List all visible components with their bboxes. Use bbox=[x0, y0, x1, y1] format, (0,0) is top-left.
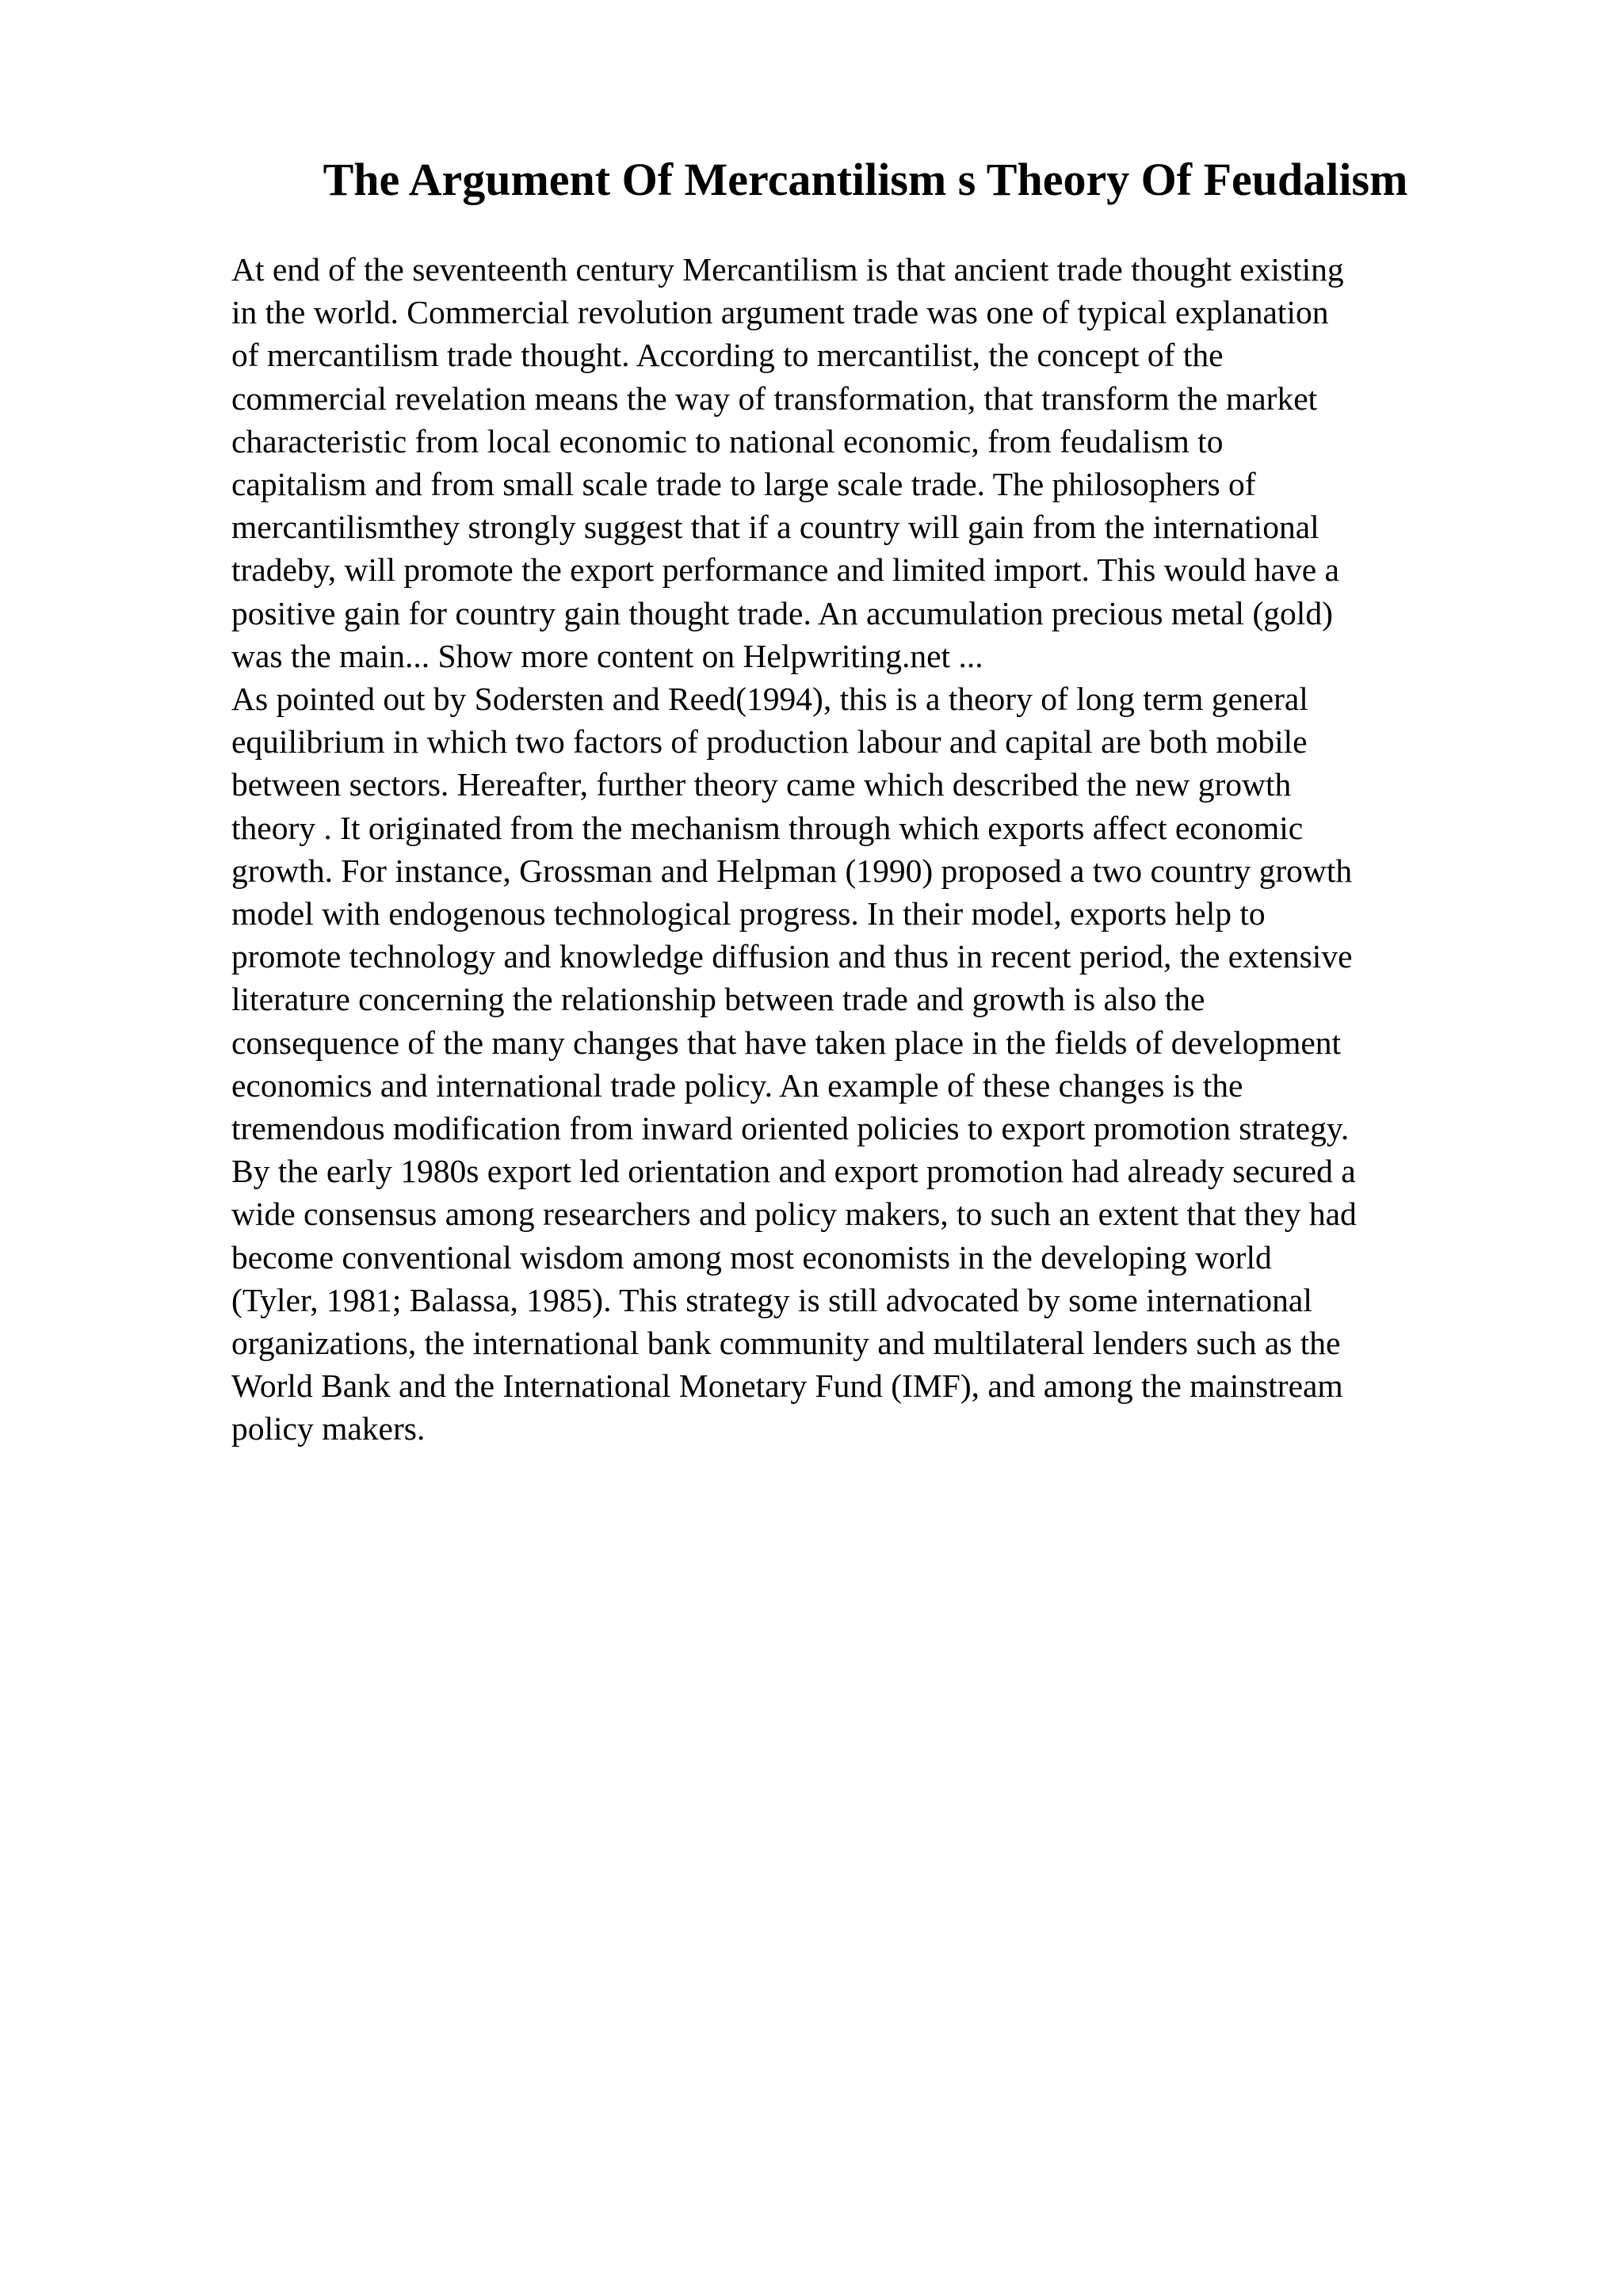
body-line: promote technology and knowledge diffusion and thus in recent period, the extensive bbox=[231, 938, 1353, 975]
body-line: growth. For instance, Grossman and Helpman (1990) proposed a two country growth bbox=[231, 852, 1353, 889]
body-line: theory . It originated from the mechanism through which exports affect economic bbox=[231, 809, 1304, 846]
body-line: in the world. Commercial revolution argument trade was one of typical explanation bbox=[231, 294, 1329, 331]
body-line: policy makers. bbox=[231, 1410, 426, 1447]
body-line: tradeby, will promote the export performance and limited import. This would have a bbox=[231, 551, 1339, 589]
body-line: consequence of the many changes that have taken place in the fields of development bbox=[231, 1024, 1342, 1061]
body-line: model with endogenous technological progress. In their model, exports help to bbox=[231, 895, 1266, 933]
body-line: tremendous modification from inward oriented policies to export promotion strategy. bbox=[231, 1110, 1350, 1147]
body-line: commercial revelation means the way of transformation, that transform the market bbox=[231, 379, 1318, 417]
body-line: was the main... Show more content on Helpwriting.net ... bbox=[231, 637, 983, 674]
body-line: literature concerning the relationship between trade and growth is also the bbox=[231, 981, 1205, 1018]
body-line: (Tyler, 1981; Balassa, 1985). This strategy is still advocated by some international bbox=[231, 1281, 1312, 1318]
body-line: organizations, the international bank community and multilateral lenders such as the bbox=[231, 1325, 1341, 1362]
body-line: economics and international trade policy. An example of these changes is the bbox=[231, 1066, 1243, 1104]
body-line: capitalism and from small scale trade to large scale trade. The philosophers of bbox=[231, 466, 1256, 503]
body-line: become conventional wisdom among most economists in the developing world bbox=[231, 1238, 1272, 1276]
document-title: The Argument Of Mercantilism s Theory Of Feudalism bbox=[323, 154, 1408, 205]
body-line: characteristic from local economic to national economic, from feudalism to bbox=[231, 422, 1224, 460]
body-line: By the early 1980s export led orientation and export promotion had already secured a bbox=[231, 1153, 1356, 1190]
body-line: positive gain for country gain thought trade. An accumulation precious metal (gold) bbox=[231, 594, 1333, 631]
body-line: mercantilismthey strongly suggest that if a country will gain from the international bbox=[231, 509, 1319, 546]
body-line: wide consensus among researchers and policy makers, to such an extent that they had bbox=[231, 1196, 1357, 1233]
body-line: of mercantilism trade thought. According to mercantilist, the concept of the bbox=[231, 337, 1224, 374]
body-line: between sectors. Hereafter, further theory came which described the new growth bbox=[231, 766, 1292, 803]
body-line: At end of the seventeenth century Mercantilism is that ancient trade thought existing bbox=[231, 251, 1344, 288]
document-body bbox=[231, 248, 1515, 1451]
body-line: As pointed out by Sodersten and Reed(1994), this is a theory of long term general bbox=[231, 681, 1308, 718]
body-line: World Bank and the International Monetary Fund (IMF), and among the mainstream bbox=[231, 1367, 1343, 1405]
body-line: equilibrium in which two factors of production labour and capital are both mobile bbox=[231, 723, 1308, 761]
